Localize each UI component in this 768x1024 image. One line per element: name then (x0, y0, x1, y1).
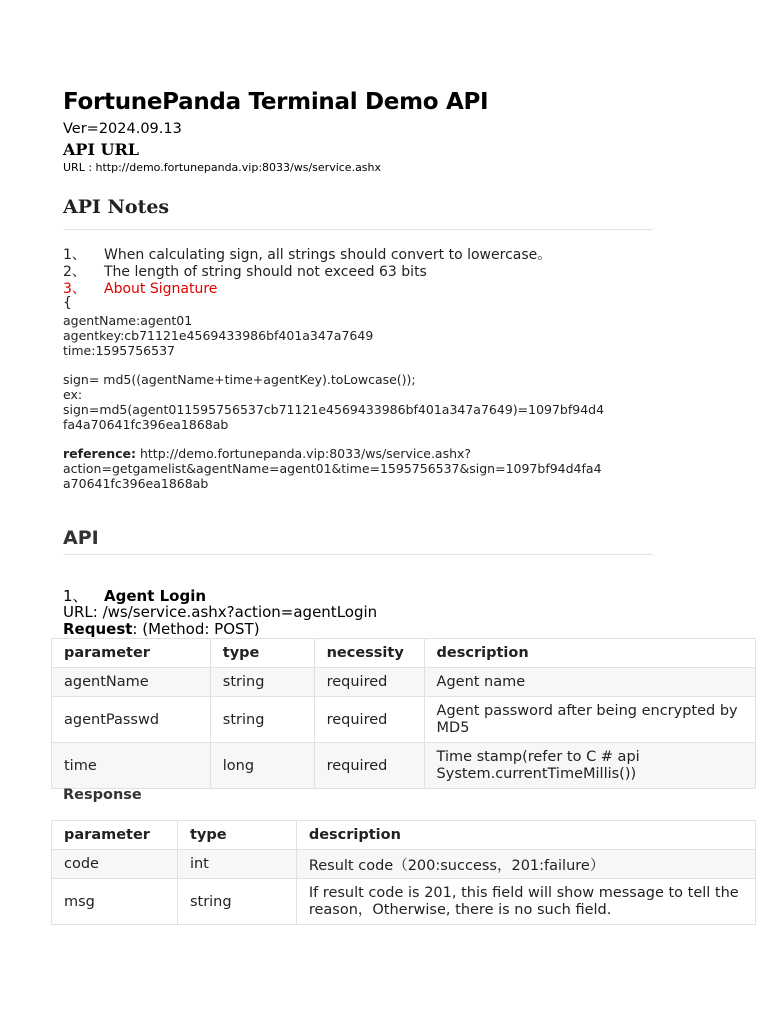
table-cell: time (52, 743, 211, 789)
divider (63, 554, 653, 555)
request-method: : (Method: POST) (132, 620, 260, 638)
column-header: type (210, 639, 314, 668)
response-table (51, 820, 756, 925)
table-cell: msg (52, 879, 178, 925)
table-cell: Result code（200:success，201:failure） (296, 850, 755, 879)
reference-label: reference: (63, 446, 136, 461)
agent-login-url: URL: /ws/service.ashx?action=agentLogin (63, 603, 378, 621)
reference-line: a70641fc396ea1868ab (63, 476, 209, 491)
api-heading: API (63, 527, 99, 549)
table-header-row (52, 821, 756, 850)
table-cell: Time stamp(refer to C # api System.currentTimeMillis()) (424, 743, 755, 789)
request-table (51, 638, 756, 789)
table-cell: agentName (52, 668, 211, 697)
table-cell: required (314, 743, 424, 789)
divider (63, 229, 653, 230)
table-row (52, 668, 756, 697)
column-header: description (296, 821, 755, 850)
table-cell: required (314, 697, 424, 743)
note-number: 2、 (63, 264, 86, 280)
reference-url: http://demo.fortunepanda.vip:8033/ws/service.ashx? (136, 446, 472, 461)
reference-line (63, 446, 471, 461)
table-header-row (52, 639, 756, 668)
table-cell: string (177, 879, 296, 925)
note-text: When calculating sign, all strings should convert to lowercase。 (104, 247, 552, 263)
note-text: About Signature (104, 281, 218, 297)
note-text: The length of string should not exceed 63 bits (104, 264, 427, 280)
table-cell: code (52, 850, 178, 879)
request-line (63, 620, 260, 638)
sign-formula: sign= md5((agentName+time+agentKey).toLowcase()); (63, 372, 416, 387)
api-url-text: URL : http://demo.fortunepanda.vip:8033/ws/service.ashx (63, 161, 382, 174)
table-row (52, 879, 756, 925)
table-cell: agentPasswd (52, 697, 211, 743)
section-title: Agent Login (104, 587, 207, 605)
table-row (52, 697, 756, 743)
section-number: 1、 (63, 587, 88, 605)
reference-line: action=getgamelist&agentName=agent01&time=1595756537&sign=1097bf94d4fa4 (63, 461, 602, 476)
signature-field: time:1595756537 (63, 343, 175, 358)
open-brace: { (63, 295, 72, 311)
api-notes-heading: API Notes (63, 196, 170, 218)
api-url-heading: API URL (63, 140, 139, 159)
example-label: ex: (63, 387, 83, 402)
table-cell: string (210, 668, 314, 697)
response-label: Response (63, 787, 142, 803)
table-row (52, 850, 756, 879)
table-cell: If result code is 201, this field will show message to tell the reason，Otherwise, there is no such field. (296, 879, 755, 925)
request-label: Request (63, 620, 133, 638)
example-line: sign=md5(agent011595756537cb71121e4569433986bf401a347a7649)=1097bf94d4 (63, 402, 605, 417)
signature-field: agentName:agent01 (63, 313, 193, 328)
table-cell: long (210, 743, 314, 789)
note-item-signature (63, 278, 217, 298)
example-line: fa4a70641fc396ea1868ab (63, 417, 229, 432)
table-row (52, 743, 756, 789)
version-text: Ver=2024.09.13 (63, 121, 182, 137)
column-header: parameter (52, 639, 211, 668)
column-header: parameter (52, 821, 178, 850)
table-cell: Agent name (424, 668, 755, 697)
note-number: 1、 (63, 247, 86, 263)
table-cell: Agent password after being encrypted by MD5 (424, 697, 755, 743)
document-title: FortunePanda Terminal Demo API (63, 89, 489, 115)
column-header: type (177, 821, 296, 850)
table-cell: string (210, 697, 314, 743)
column-header: description (424, 639, 755, 668)
signature-field: agentkey:cb71121e4569433986bf401a347a7649 (63, 328, 374, 343)
table-cell: required (314, 668, 424, 697)
table-cell: int (177, 850, 296, 879)
note-number: 3、 (63, 281, 86, 297)
column-header: necessity (314, 639, 424, 668)
